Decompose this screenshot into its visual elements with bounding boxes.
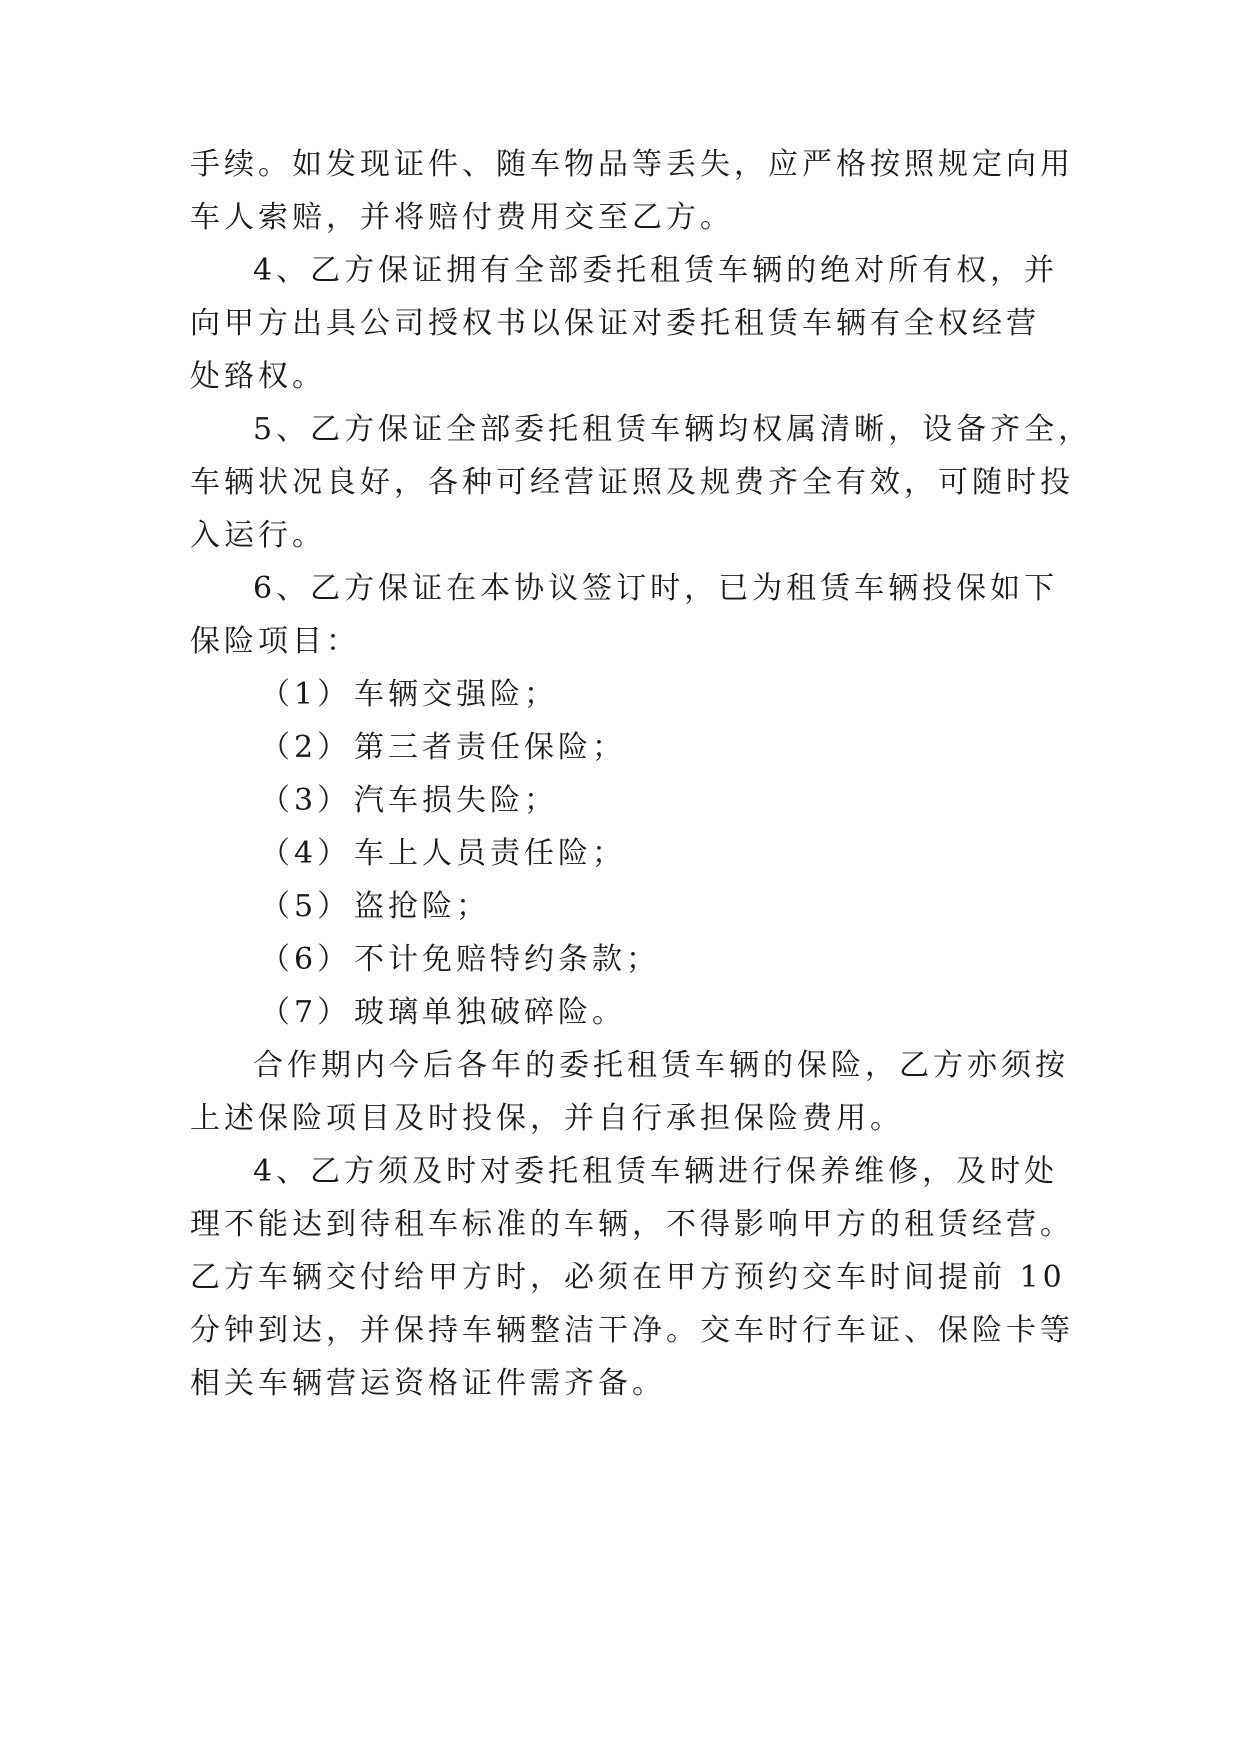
paragraph-line: 上述保险项目及时投保，并自行承担保险费用。 [190, 1101, 904, 1136]
item-text: 盗抢险； [354, 889, 490, 924]
insurance-item [260, 940, 660, 980]
clause-4-start: 4、乙方保证拥有全部委托租赁车辆的绝对所有权，并 [253, 253, 1059, 288]
insurance-item [260, 887, 490, 927]
item-number: （6） [260, 942, 352, 977]
paragraph-line: 相关车辆营运资格证件需齐备。 [190, 1366, 666, 1401]
paragraph-line: 处臵权。 [190, 359, 326, 394]
paragraph-line: 分钟到达，并保持车辆整洁干净。交车时行车证、保险卡等 [190, 1313, 1074, 1348]
insurance-item [260, 728, 626, 768]
item-number: （1） [260, 677, 352, 712]
item-text: 车辆交强险； [354, 677, 558, 712]
item-text: 车上人员责任险； [354, 836, 626, 871]
insurance-item [260, 834, 626, 874]
item-number: （3） [260, 783, 352, 818]
paragraph-line: 车人索赔，并将赔付费用交至乙方。 [190, 200, 734, 235]
item-number: （4） [260, 836, 352, 871]
item-number: （7） [260, 995, 352, 1030]
clause-5-start: 5、乙方保证全部委托租赁车辆均权属清晰，设备齐全， [253, 412, 1093, 447]
item-text: 不计免赔特约条款； [354, 942, 660, 977]
paragraph-line: 合作期内今后各年的委托租赁车辆的保险，乙方亦须按 [253, 1048, 1069, 1083]
paragraph-line: 车辆状况良好，各种可经营证照及规费齐全有效，可随时投 [190, 465, 1074, 500]
item-number: （2） [260, 730, 352, 765]
item-text: 玻璃单独破碎险。 [354, 995, 626, 1030]
paragraph-line: 保险项目： [190, 624, 360, 659]
paragraph-line: 乙方车辆交付给甲方时，必须在甲方预约交车时间提前 10 [190, 1260, 1066, 1295]
paragraph-line: 入运行。 [190, 518, 326, 553]
insurance-item [260, 781, 558, 821]
item-number: （5） [260, 889, 352, 924]
clause-6-start: 6、乙方保证在本协议签订时，已为租赁车辆投保如下 [253, 571, 1059, 606]
item-text: 汽车损失险； [354, 783, 558, 818]
clause-4b-start: 4、乙方须及时对委托租赁车辆进行保养维修，及时处 [253, 1154, 1059, 1189]
paragraph-line: 手续。如发现证件、随车物品等丢失，应严格按照规定向用 [190, 147, 1074, 182]
insurance-item [260, 993, 626, 1033]
paragraph-line: 向甲方出具公司授权书以保证对委托租赁车辆有全权经营 [190, 306, 1040, 341]
insurance-item [260, 675, 558, 715]
paragraph-line: 理不能达到待租车标准的车辆，不得影响甲方的租赁经营。 [190, 1207, 1074, 1242]
item-text: 第三者责任保险； [354, 730, 626, 765]
